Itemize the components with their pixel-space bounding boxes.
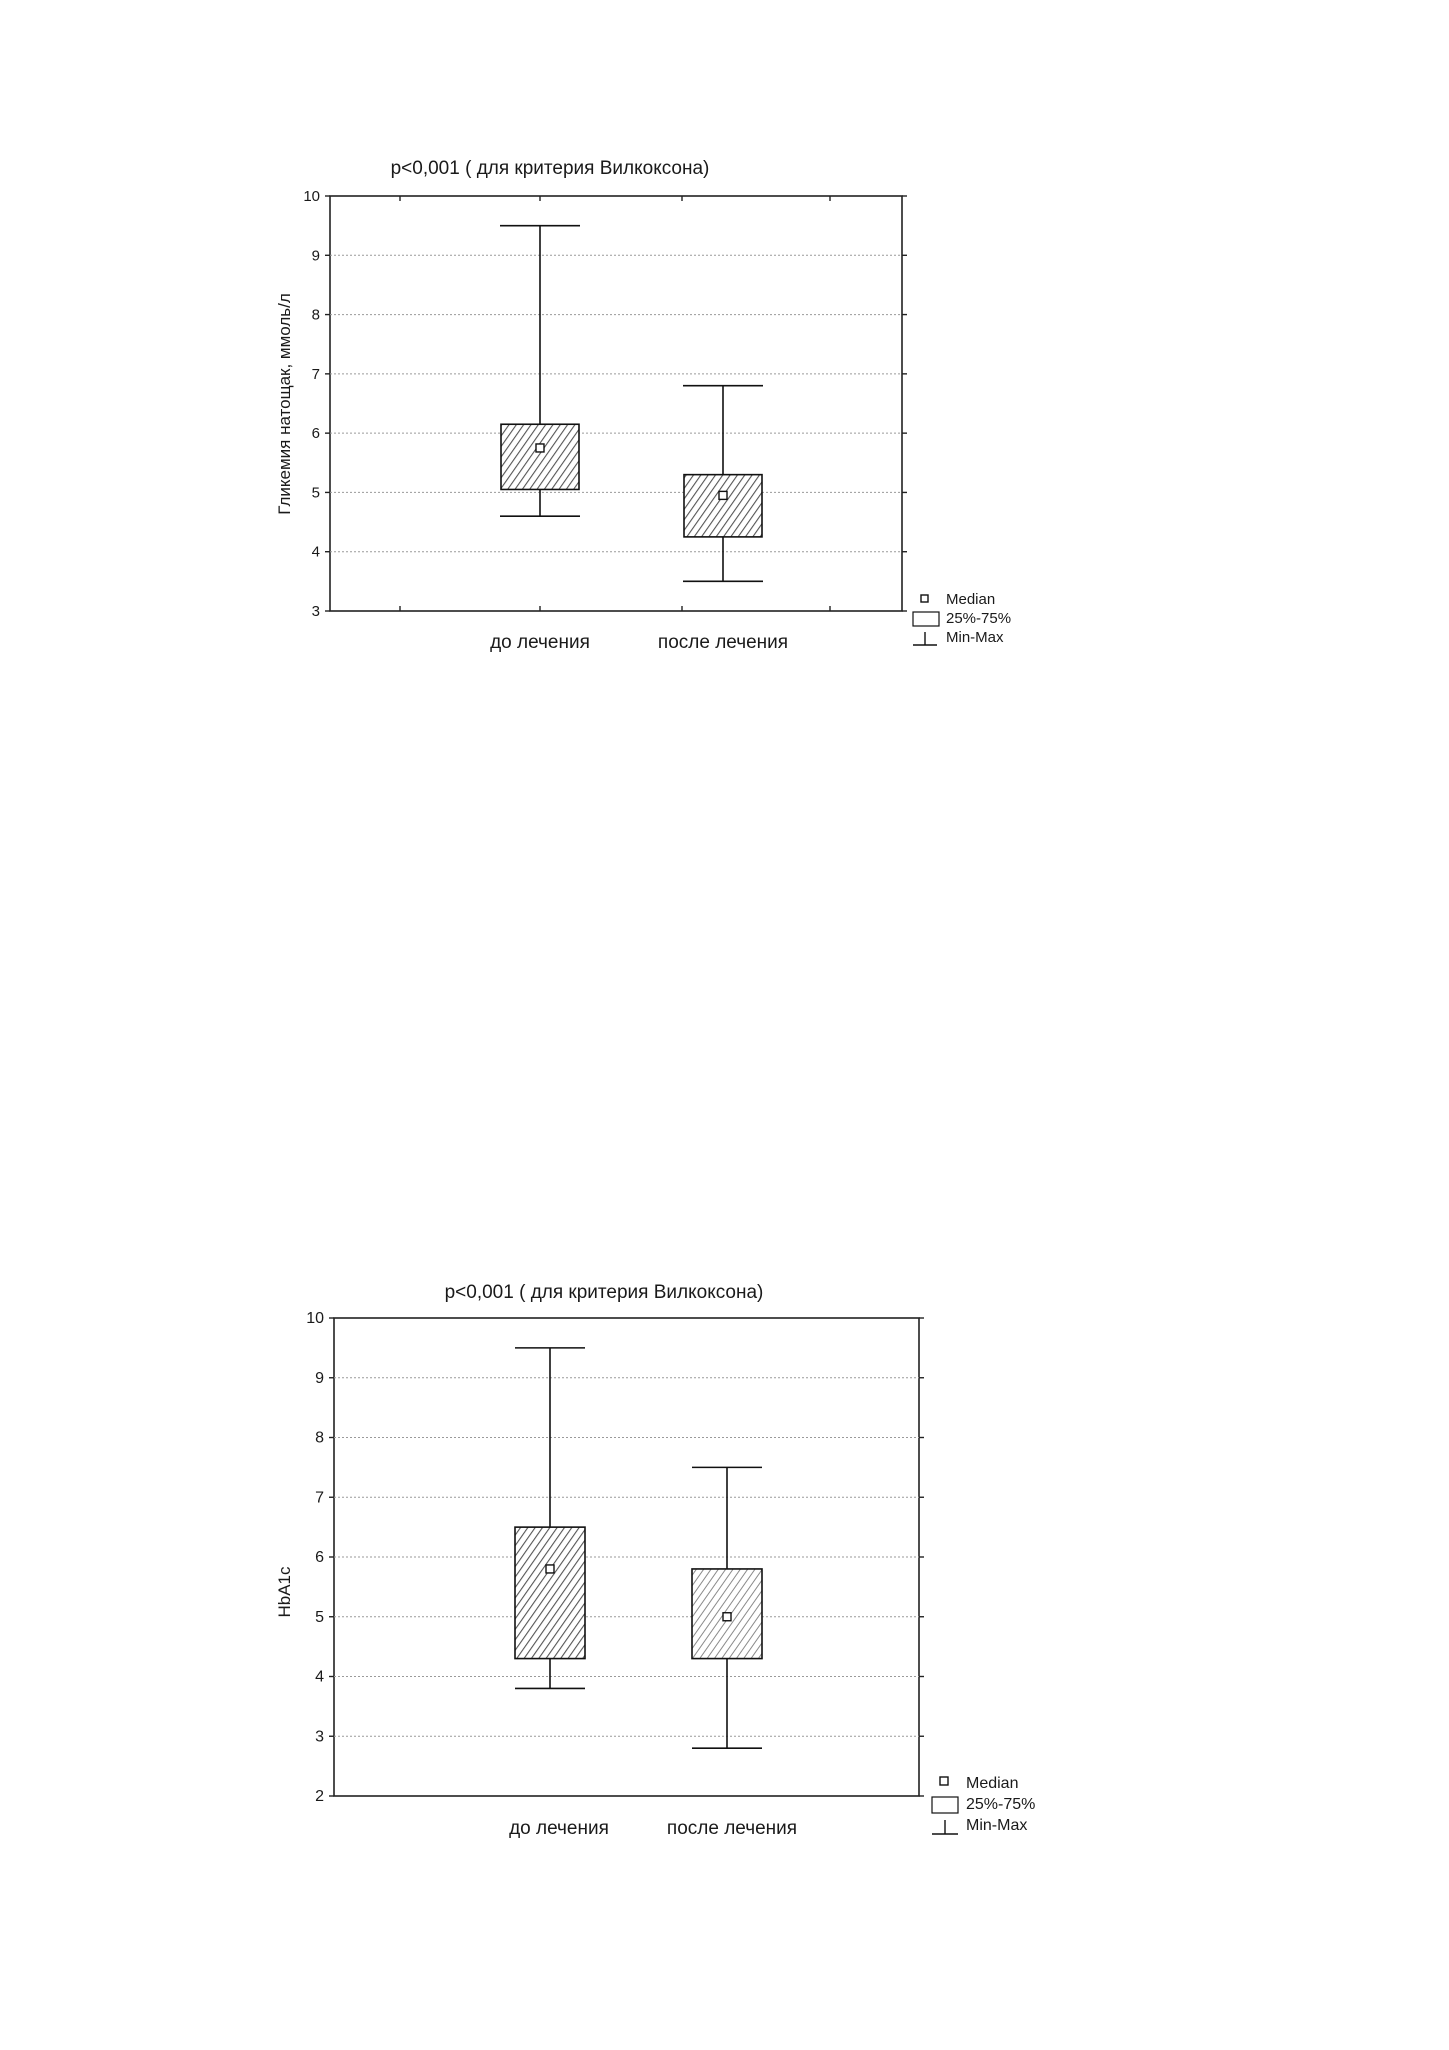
y-tick-label: 6 bbox=[315, 1549, 324, 1566]
median-marker bbox=[536, 444, 544, 452]
median-marker bbox=[719, 491, 727, 499]
chart-title: p<0,001 ( для критерия Вилкоксона) bbox=[390, 158, 710, 179]
y-tick-label: 9 bbox=[311, 247, 320, 265]
y-tick-label: 2 bbox=[315, 1788, 324, 1805]
legend bbox=[932, 1775, 1035, 1834]
y-ticks bbox=[303, 188, 907, 620]
box-series-2 bbox=[692, 1467, 762, 1748]
median-marker bbox=[723, 1613, 731, 1621]
iqr-box bbox=[684, 475, 762, 537]
y-tick-label: 10 bbox=[306, 1310, 324, 1327]
y-tick-label: 6 bbox=[311, 425, 320, 443]
legend-whisker-icon bbox=[932, 1820, 958, 1834]
y-tick-label: 7 bbox=[315, 1489, 324, 1507]
y-tick-label: 8 bbox=[311, 306, 320, 324]
chart-title: p<0,001 ( для критерия Вилкоксона) bbox=[444, 1282, 764, 1303]
legend-label: 25%-75% bbox=[946, 610, 1012, 627]
legend-median-icon bbox=[921, 595, 928, 602]
y-tick-label: 7 bbox=[311, 365, 320, 383]
x-ticks bbox=[400, 196, 830, 611]
chart-hba1c bbox=[275, 1282, 1035, 1839]
y-tick-label: 9 bbox=[315, 1369, 324, 1387]
legend-label: Min-Max bbox=[966, 1817, 1028, 1834]
y-tick-label: 3 bbox=[315, 1728, 324, 1746]
legend-label: Min-Max bbox=[946, 629, 1004, 646]
legend-median-icon bbox=[940, 1777, 948, 1785]
y-tick-label: 5 bbox=[311, 484, 320, 502]
y-tick-label: 5 bbox=[315, 1608, 324, 1626]
box-series-1 bbox=[500, 226, 580, 517]
y-tick-label: 8 bbox=[315, 1429, 324, 1447]
x-category-label: до лечения bbox=[490, 632, 590, 653]
boxes bbox=[515, 1348, 762, 1748]
x-category-label: после лечения bbox=[657, 632, 789, 653]
y-tick-label: 4 bbox=[315, 1668, 324, 1686]
legend-label: 25%-75% bbox=[966, 1796, 1036, 1813]
chart-glycemia bbox=[275, 158, 1011, 653]
y-axis-label: HbA1c bbox=[275, 1566, 294, 1618]
box-series-1 bbox=[515, 1348, 585, 1689]
legend-label: Median bbox=[966, 1775, 1019, 1792]
iqr-box bbox=[515, 1527, 585, 1658]
x-category-label: после лечения bbox=[666, 1818, 798, 1839]
boxes bbox=[500, 226, 763, 582]
grid-lines bbox=[330, 255, 902, 551]
grid-lines bbox=[334, 1378, 919, 1737]
y-tick-label: 10 bbox=[303, 188, 320, 205]
median-marker bbox=[546, 1565, 554, 1573]
legend-label: Median bbox=[946, 591, 996, 608]
y-tick-label: 3 bbox=[311, 603, 320, 620]
x-category-label: до лечения bbox=[509, 1818, 609, 1839]
iqr-box bbox=[501, 424, 579, 489]
legend-box-icon bbox=[932, 1797, 958, 1813]
legend-whisker-icon bbox=[913, 632, 937, 645]
y-axis-label: Гликемия натощак, ммоль/л bbox=[275, 293, 294, 515]
legend bbox=[913, 591, 1011, 646]
legend-box-icon bbox=[913, 612, 939, 626]
y-tick-label: 4 bbox=[311, 543, 320, 561]
plot-area bbox=[330, 196, 902, 611]
